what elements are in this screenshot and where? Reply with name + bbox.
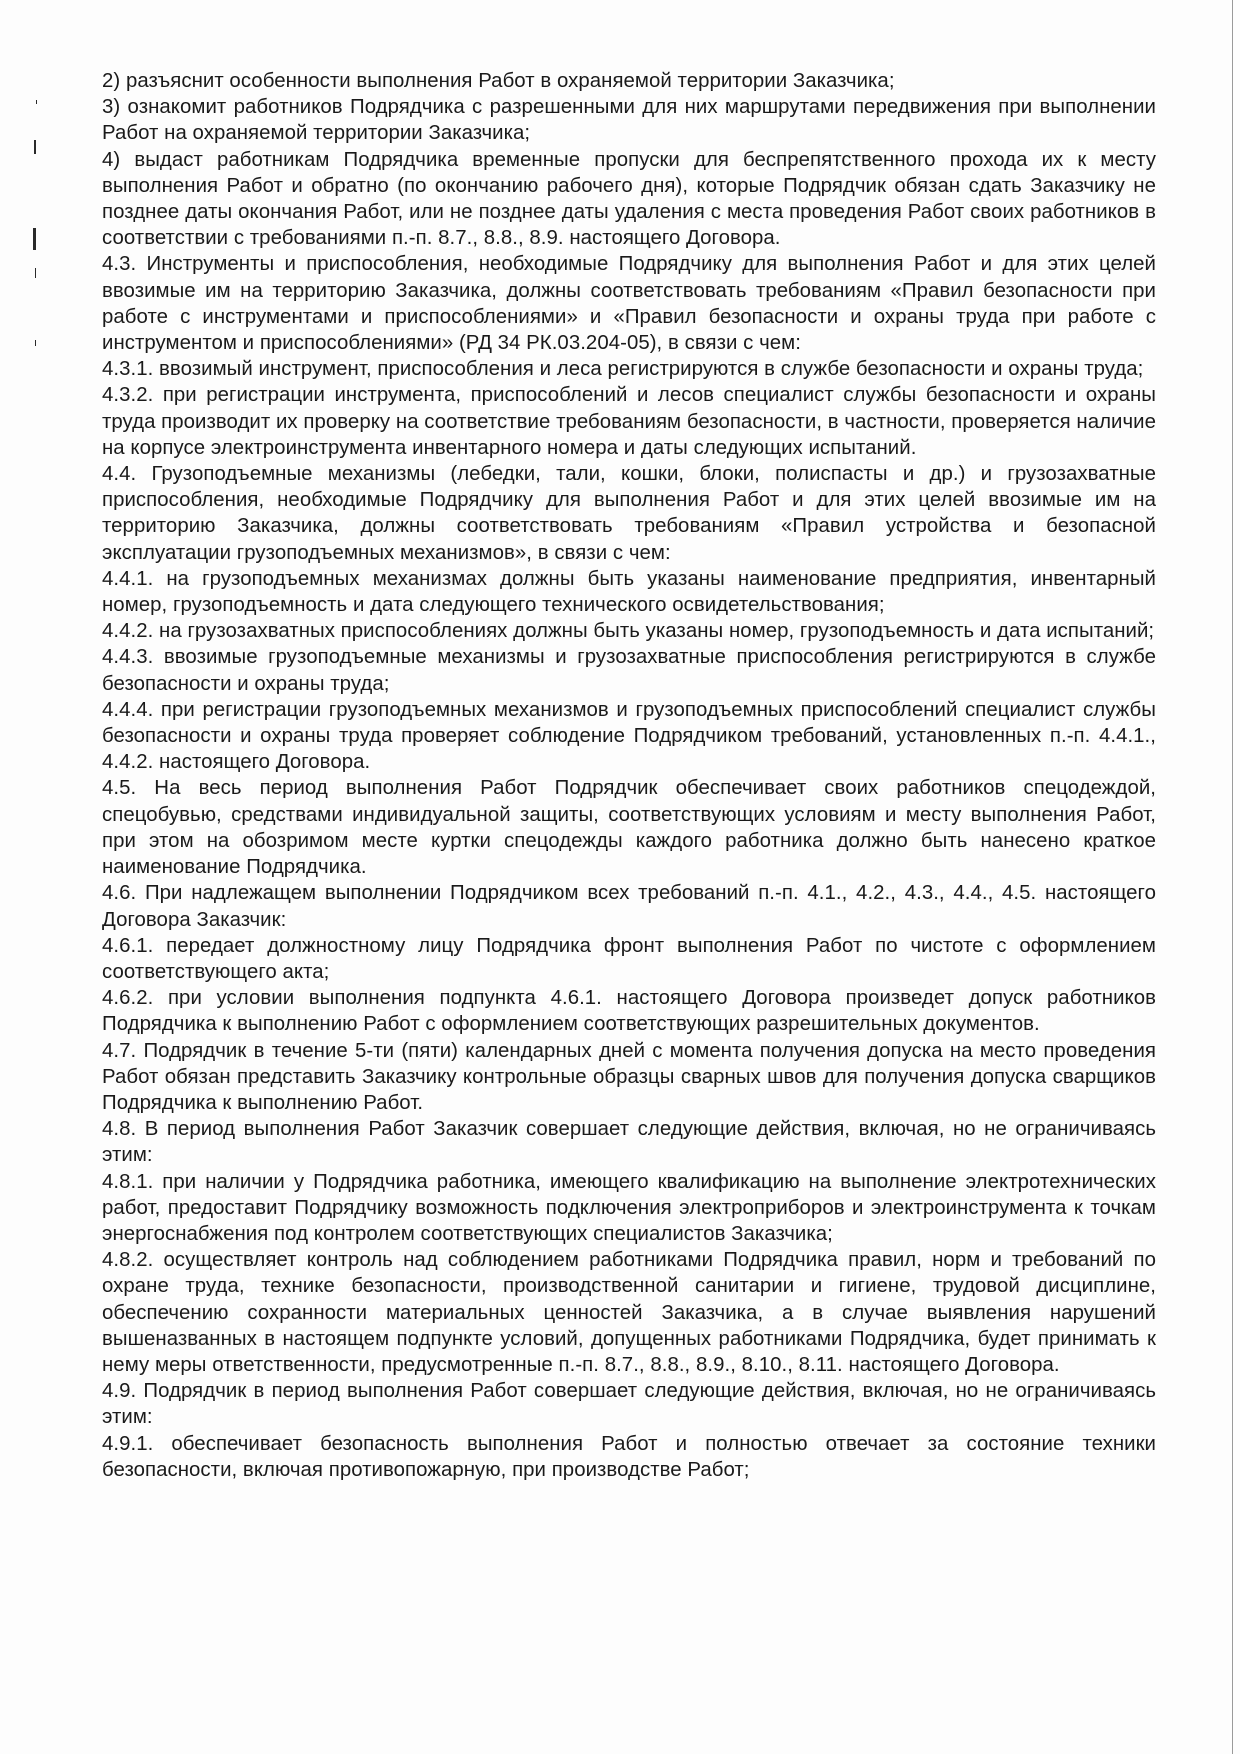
scan-artifact [35,340,36,346]
paragraph: 3) ознакомит работников Подрядчика с разрешенными для них маршрутами передвижения при выполнении Работ на охраняемой территории Заказчика; [102,96,1156,145]
paragraph: 2) разъяснит особенности выполнения Работ в охраняемой территории Заказчика; [102,70,895,92]
paragraph: 4.4. Грузоподъемные механизмы (лебедки, тали, кошки, блоки, полиспасты и др.) и грузозахватные приспособления, необходимые Подрядчику для выполнения Работ и для этих целей ввозимые им на территорию Заказчика, должны соответствовать требованиям «Правил устройства и безопасной эксплуатации грузоподъемных механизмов», в связи с чем: [102,463,1156,564]
paragraph: 4.5. На весь период выполнения Работ Подрядчик обеспечивает своих работников спецодеждой, спецобувью, средствами индивидуальной защиты, соответствующих условиям и месту выполнения Работ, при этом на обозримом месте куртки спецодежды каждого работника должно быть нанесено краткое наименование Подрядчика. [102,777,1156,879]
scan-artifact [35,268,36,278]
paragraph: 4.6.2. при условии выполнения подпункта 4.6.1. настоящего Договора произведет допуск работников Подрядчика к выполнению Работ с оформлением соответствующих разрешительных документов. [102,987,1156,1036]
paragraph: 4.4.2. на грузозахватных приспособлениях должны быть указаны номер, грузоподъемность и дата испытаний; [102,620,1155,643]
paragraph: 4.4.1. на грузоподъемных механизмах должны быть указаны наименование предприятия, инвентарный номер, грузоподъемность и дата следующего технического освидетельствования; [102,567,1156,617]
paragraph: 4.9.1. обеспечивает безопасность выполнения Работ и полностью отвечает за состояние техники безопасности, включая противопожарную, при производстве Работ; [102,1432,1156,1481]
paragraph: 4.8. В период выполнения Работ Заказчик совершает следующие действия, включая, но не ограничиваясь этим: [102,1118,1156,1167]
paragraph: 4.4.4. при регистрации грузоподъемных механизмов и грузоподъемных приспособлений специалист службы безопасности и охраны труда проверяет соблюдение Подрядчиком требований, установленных п.-п. 4.4.1., 4.4.2. настоящего Договора. [102,698,1156,774]
document-body [102,68,1156,1483]
paragraph: 4.3.2. при регистрации инструмента, приспособлений и лесов специалист службы безопасности и охраны труда производит их проверку на соответствие требованиям безопасности, в частности, проверяется наличие на корпусе электроинструмента инвентарного номера и даты следующих испытаний. [102,384,1156,459]
scan-artifact [33,228,36,250]
paragraph: 4.4.3. ввозимые грузоподъемные механизмы и грузозахватные приспособления регистрируются в службе безопасности и охраны труда; [102,646,1156,695]
paragraph: 4.7. Подрядчик в течение 5-ти (пяти) календарных дней с момента получения допуска на место проведения Работ обязан представить Заказчику контрольные образцы сварных швов для получения допуска сварщиков Подрядчика к выполнению Работ. [102,1039,1156,1114]
paragraph: 4.3.1. ввозимый инструмент, приспособления и леса регистрируются в службе безопасности и охраны труда; [102,358,1144,381]
scan-artifact [36,100,37,104]
paragraph: 4) выдаст работникам Подрядчика временные пропуски для беспрепятственного прохода их к месту выполнения Работ и обратно (по окончанию рабочего дня), которые Подрядчик обязан сдать Заказчику не позднее даты окончания Работ, или не позднее даты удаления с места проведения Работ своих работников в соответствии с требованиями п.-п. 8.7., 8.8., 8.9. настоящего Договора. [102,148,1156,250]
paragraph: 4.6.1. передает должностному лицу Подрядчика фронт выполнения Работ по чистоте с оформлением соответствующего акта; [102,934,1156,983]
paragraph: 4.3. Инструменты и приспособления, необходимые Подрядчику для выполнения Работ и для этих целей ввозимые им на территорию Заказчика, должны соответствовать требованиям «Правил безопасности при работе с инструментами и приспособлениями» и «Правил безопасности и охраны труда при работе с инструментом и приспособлениями» (РД 34 РК.03.204-05), в связи с чем: [102,253,1156,355]
paragraph: 4.9. Подрядчик в период выполнения Работ совершает следующие действия, включая, но не ограничиваясь этим: [102,1380,1156,1429]
paragraph: 4.6. При надлежащем выполнении Подрядчиком всех требований п.-п. 4.1., 4.2., 4.3., 4.4., 4.5. настоящего Договора Заказчик: [102,882,1156,931]
scan-edge-line [1232,0,1233,1754]
paragraph: 4.8.2. осуществляет контроль над соблюдением работниками Подрядчика правил, норм и требований по охране труда, технике безопасности, производственной санитарии и гигиене, трудовой дисциплине, обеспечению сохранности материальных ценностей Заказчика, а в случае выявления нарушений вышеназванных в настоящем подпункте условий, допущенных работниками Подрядчика, будет принимать к нему меры ответственности, предусмотренные п.-п. 8.7., 8.8., 8.9., 8.10., 8.11. настоящего Договора. [102,1249,1156,1376]
paragraph: 4.8.1. при наличии у Подрядчика работника, имеющего квалификацию на выполнение электротехнических работ, предоставит Подрядчику возможность подключения электроприборов и электроинструмента к точкам энергоснабжения под контролем соответствующих специалистов Заказчика; [102,1170,1156,1245]
scan-artifact [34,140,36,154]
